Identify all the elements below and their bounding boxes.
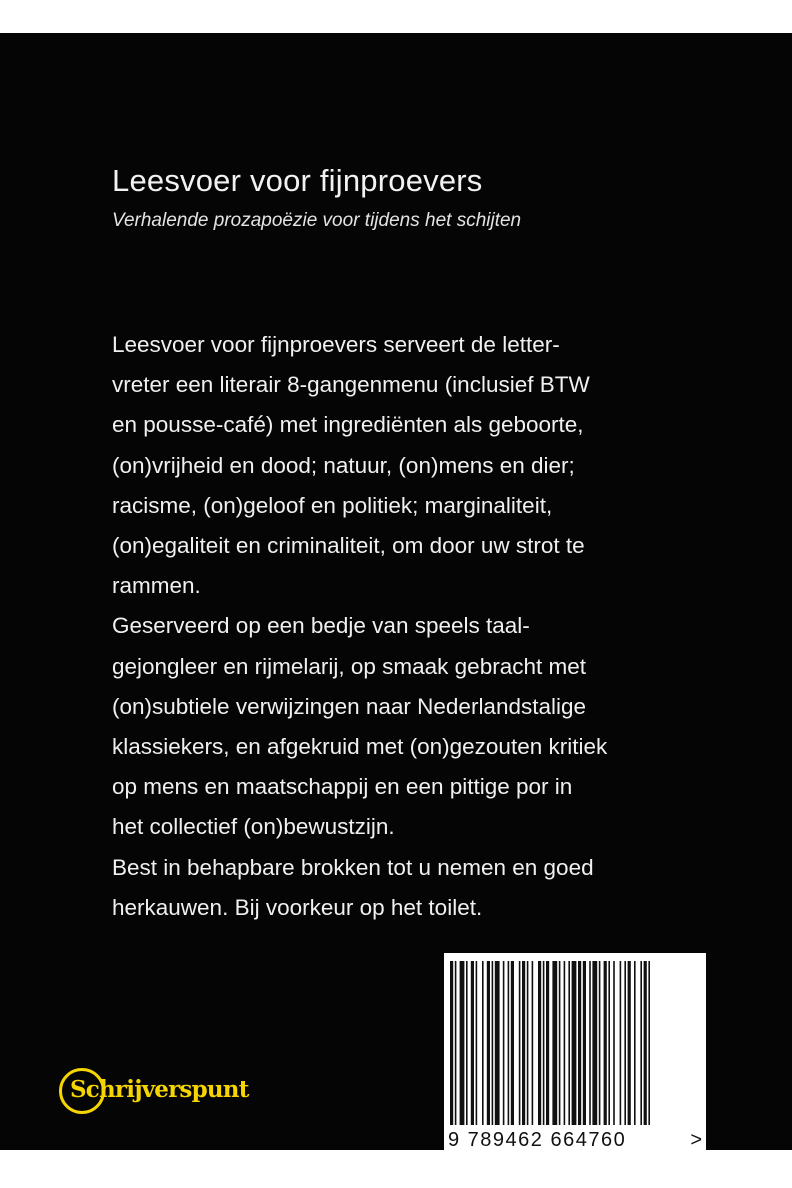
barcode-bar — [578, 961, 581, 1125]
isbn-arrow: > — [690, 1129, 702, 1150]
blurb-line: op mens en maatschappij en een pittige por in — [112, 774, 573, 800]
barcode-bar — [487, 961, 490, 1125]
book-title: Leesvoer voor fijnproevers — [112, 163, 483, 198]
barcode-bar — [552, 961, 557, 1125]
barcode-bar — [450, 961, 453, 1125]
blurb-line: (on)vrijheid en dood; natuur, (on)mens en dier; — [112, 452, 575, 478]
barcode-bar — [613, 961, 615, 1125]
barcode-bar — [522, 961, 525, 1125]
blurb-line: vreter een literair 8-gangenmenu (inclusief BTW — [112, 372, 590, 398]
barcode-bar — [532, 961, 534, 1125]
publisher-name: Schrijverspunt — [70, 1076, 249, 1103]
barcode-bar — [495, 961, 500, 1125]
barcode-bar — [482, 961, 484, 1125]
barcode-bar — [568, 961, 570, 1125]
barcode-bar — [508, 961, 510, 1125]
blurb-line: herkauwen. Bij voorkeur op het toilet. — [112, 894, 483, 920]
publisher-logo — [56, 1065, 326, 1121]
barcode-bar — [634, 961, 636, 1125]
barcode-bar — [476, 961, 478, 1125]
barcode-bar — [559, 961, 561, 1125]
barcode-bar — [604, 961, 607, 1125]
barcode-bar — [640, 961, 642, 1125]
blurb-line: Geserveerd op een bedje van speels taal- — [112, 613, 530, 639]
barcode-bar — [511, 961, 514, 1125]
barcode-bar — [599, 961, 601, 1125]
barcode-bar — [546, 961, 549, 1125]
blurb-line: klassiekers, en afgekruid met (on)gezouten kritiek — [112, 734, 608, 760]
barcode-bar — [648, 961, 650, 1125]
blurb-line: en pousse-café) met ingrediënten als geboorte, — [112, 412, 584, 438]
barcode-bar — [564, 961, 566, 1125]
barcode-bar — [608, 961, 610, 1125]
barcode-bar — [519, 961, 521, 1125]
barcode-bar — [620, 961, 622, 1125]
barcode-bar — [460, 961, 465, 1125]
barcode-bar — [543, 961, 545, 1125]
blurb-line: Leesvoer voor fijnproevers serveert de letter- — [112, 332, 560, 357]
barcode-bar — [492, 961, 494, 1125]
barcode-bar — [527, 961, 529, 1125]
blurb-line: gejongleer en rijmelarij, op smaak gebracht met — [112, 653, 586, 679]
barcode-bar — [583, 961, 586, 1125]
barcode-bar — [624, 961, 626, 1125]
barcode-bar — [471, 961, 474, 1125]
blurb-line: rammen. — [112, 573, 201, 599]
barcode-bars — [444, 953, 706, 1129]
barcode-bar — [628, 961, 631, 1125]
blurb-line: (on)subtiele verwijzingen naar Nederlandstalige — [112, 693, 587, 719]
blurb-line: (on)egaliteit en criminaliteit, om door uw strot te — [112, 533, 585, 559]
barcode-bar — [644, 961, 647, 1125]
blurb-line: racisme, (on)geloof en politiek; marginaliteit, — [112, 492, 553, 518]
blurb-line: Best in behapbare brokken tot u nemen en goed — [112, 854, 594, 880]
barcode-bar — [572, 961, 577, 1125]
blurb-line: het collectief (on)bewustzijn. — [112, 814, 395, 840]
barcode-bar — [455, 961, 457, 1125]
book-subtitle: Verhalende prozapoëzie voor tijdens het schijten — [112, 210, 522, 231]
book-back-cover — [0, 33, 792, 1150]
blurb — [112, 325, 752, 928]
barcode-bar — [503, 961, 505, 1125]
barcode-bar — [538, 961, 541, 1125]
isbn-number: 9 789462 664760 — [448, 1129, 627, 1150]
barcode-bar — [589, 961, 591, 1125]
barcode-bar — [466, 961, 468, 1125]
barcode-bar — [592, 961, 597, 1125]
isbn-barcode — [444, 953, 706, 1150]
